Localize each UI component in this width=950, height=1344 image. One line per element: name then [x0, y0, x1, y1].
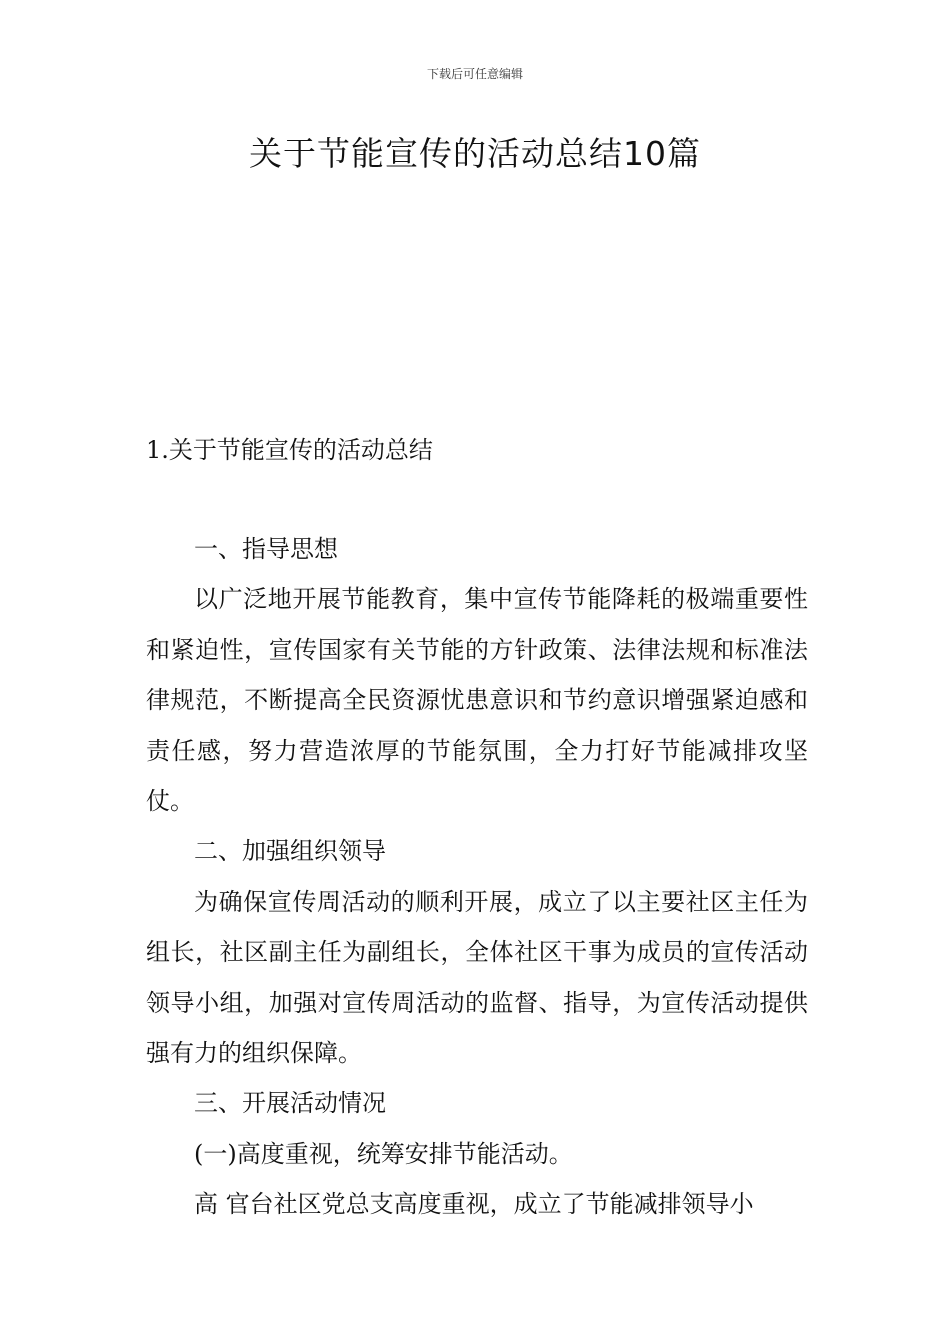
paragraph-organization-leadership: 为确保宣传周活动的顺利开展，成立了以主要社区主任为组长，社区副主任为副组长，全体社区干事为成员的宣传活动领导小组，加强对宣传周活动的监督、指导，为宣传活动提供强有力的组织保障。	[146, 887, 808, 1068]
paragraph-guiding-ideology: 以广泛地开展节能教育，集中宣传节能降耗的极端重要性和紧迫性，宣传国家有关节能的方针政策、法律法规和标准法律规范，不断提高全民资源忧患意识和节约意识增强紧迫感和责任感，努力营造浓厚的节能氛围，全力打好节能减排攻坚仗。	[146, 585, 808, 816]
subheading-organization-leadership: 二、加强组织领导	[194, 837, 386, 866]
paragraph-community-party: 高 官台社区党总支高度重视，成立了节能减排领导小	[194, 1190, 754, 1219]
section-title: 1.关于节能宣传的活动总结	[146, 436, 433, 464]
document-title: 关于节能宣传的活动总结10篇	[249, 134, 701, 173]
subheading-guiding-ideology: 一、指导思想	[194, 535, 338, 563]
subheading-high-attention: (一)高度重视，统筹安排节能活动。	[194, 1139, 573, 1168]
subheading-activity-status: 三、开展活动情况	[194, 1089, 386, 1118]
header-note: 下载后可任意编辑	[426, 67, 523, 81]
body-text	[146, 524, 808, 1230]
